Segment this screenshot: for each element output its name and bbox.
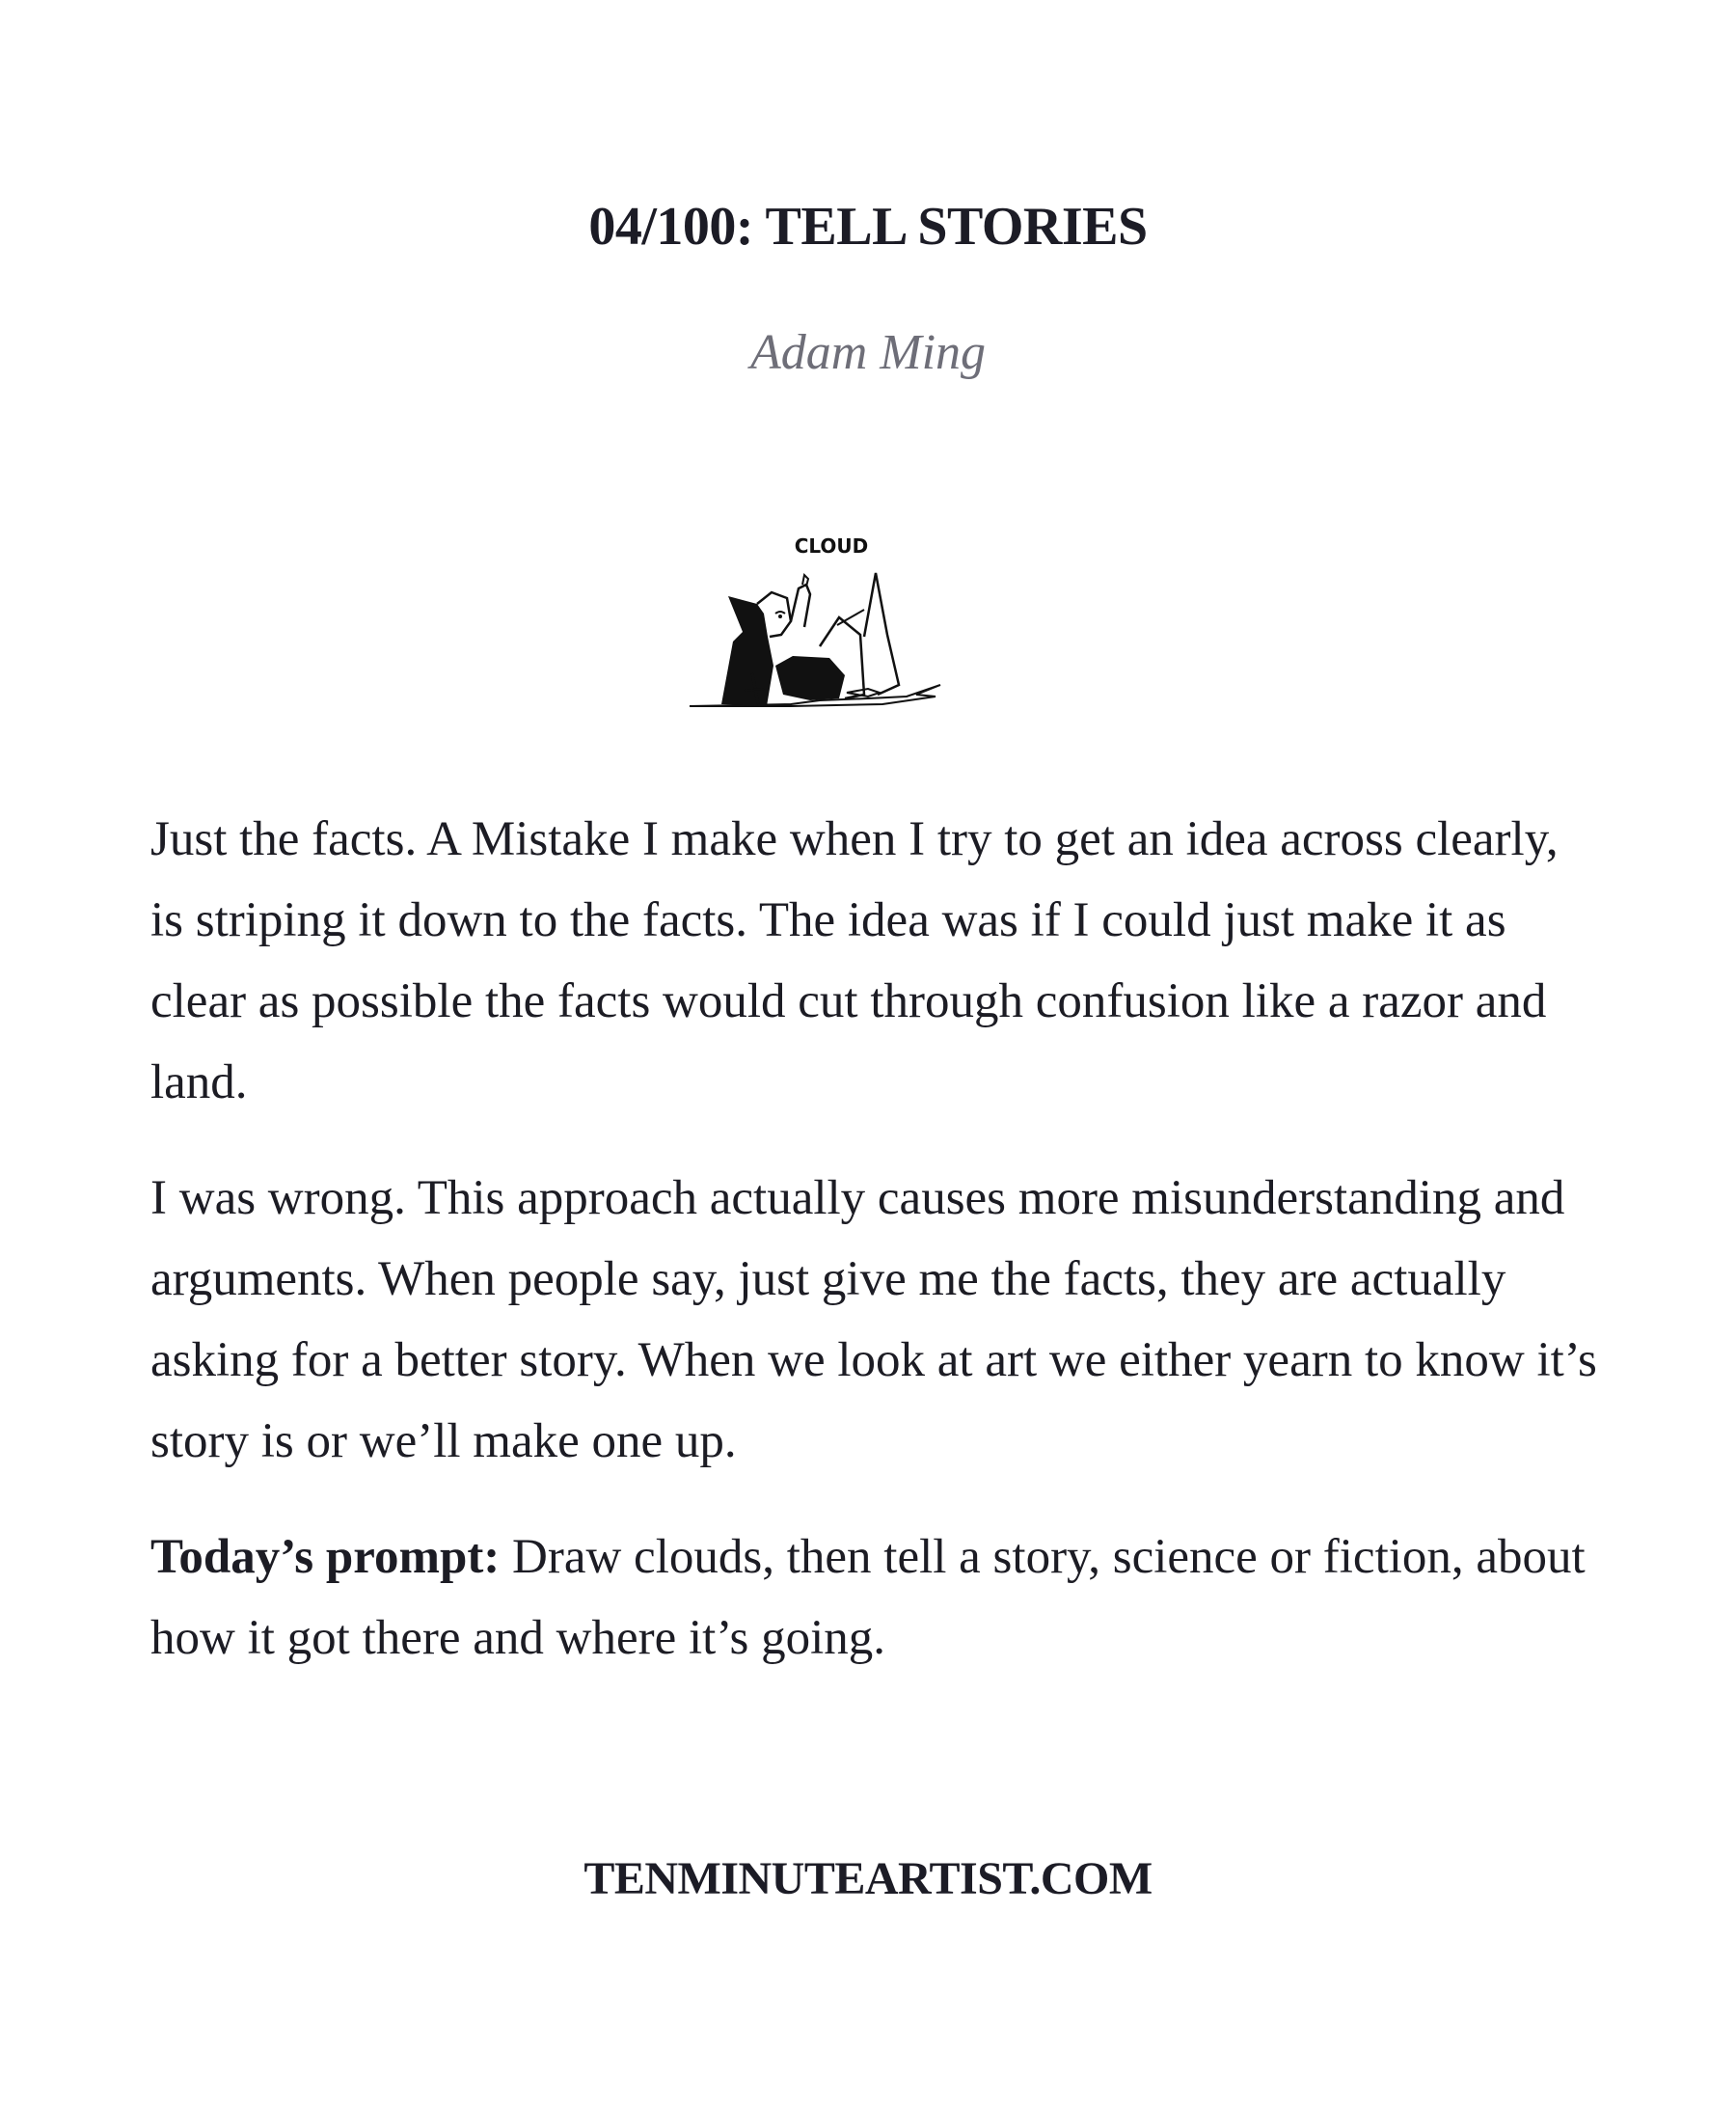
paragraph-2: I was wrong. This approach actually causes more misunderstanding and arguments. When people say, just give me the facts, they are actually asking for a better story. When we look at art we either yearn to know it’s story is or we’ll make one up. xyxy=(150,1171,1597,1468)
article-body xyxy=(150,799,1597,1713)
author-name: Adam Ming xyxy=(749,325,987,380)
prompt-label: Today’s prompt: xyxy=(150,1530,501,1584)
page-title: 04/100: TELL STORIES xyxy=(588,197,1148,257)
person-drawing-cloud-illustration xyxy=(675,521,964,714)
prompt-paragraph xyxy=(150,1517,1597,1679)
site-footer-link[interactable]: TENMINUTEARTIST.COM xyxy=(583,1853,1153,1904)
illustration-caption: CLOUD xyxy=(794,534,869,558)
prompt-text: Draw clouds, then tell a story, science or fiction, about how it got there and where it’s going. xyxy=(150,1530,1586,1665)
paragraph-1: Just the facts. A Mistake I make when I try to get an idea across clearly, is striping it down to the facts. The idea was if I could just make it as clear as possible the facts would cut through confusion like a razor and land. xyxy=(150,812,1559,1109)
